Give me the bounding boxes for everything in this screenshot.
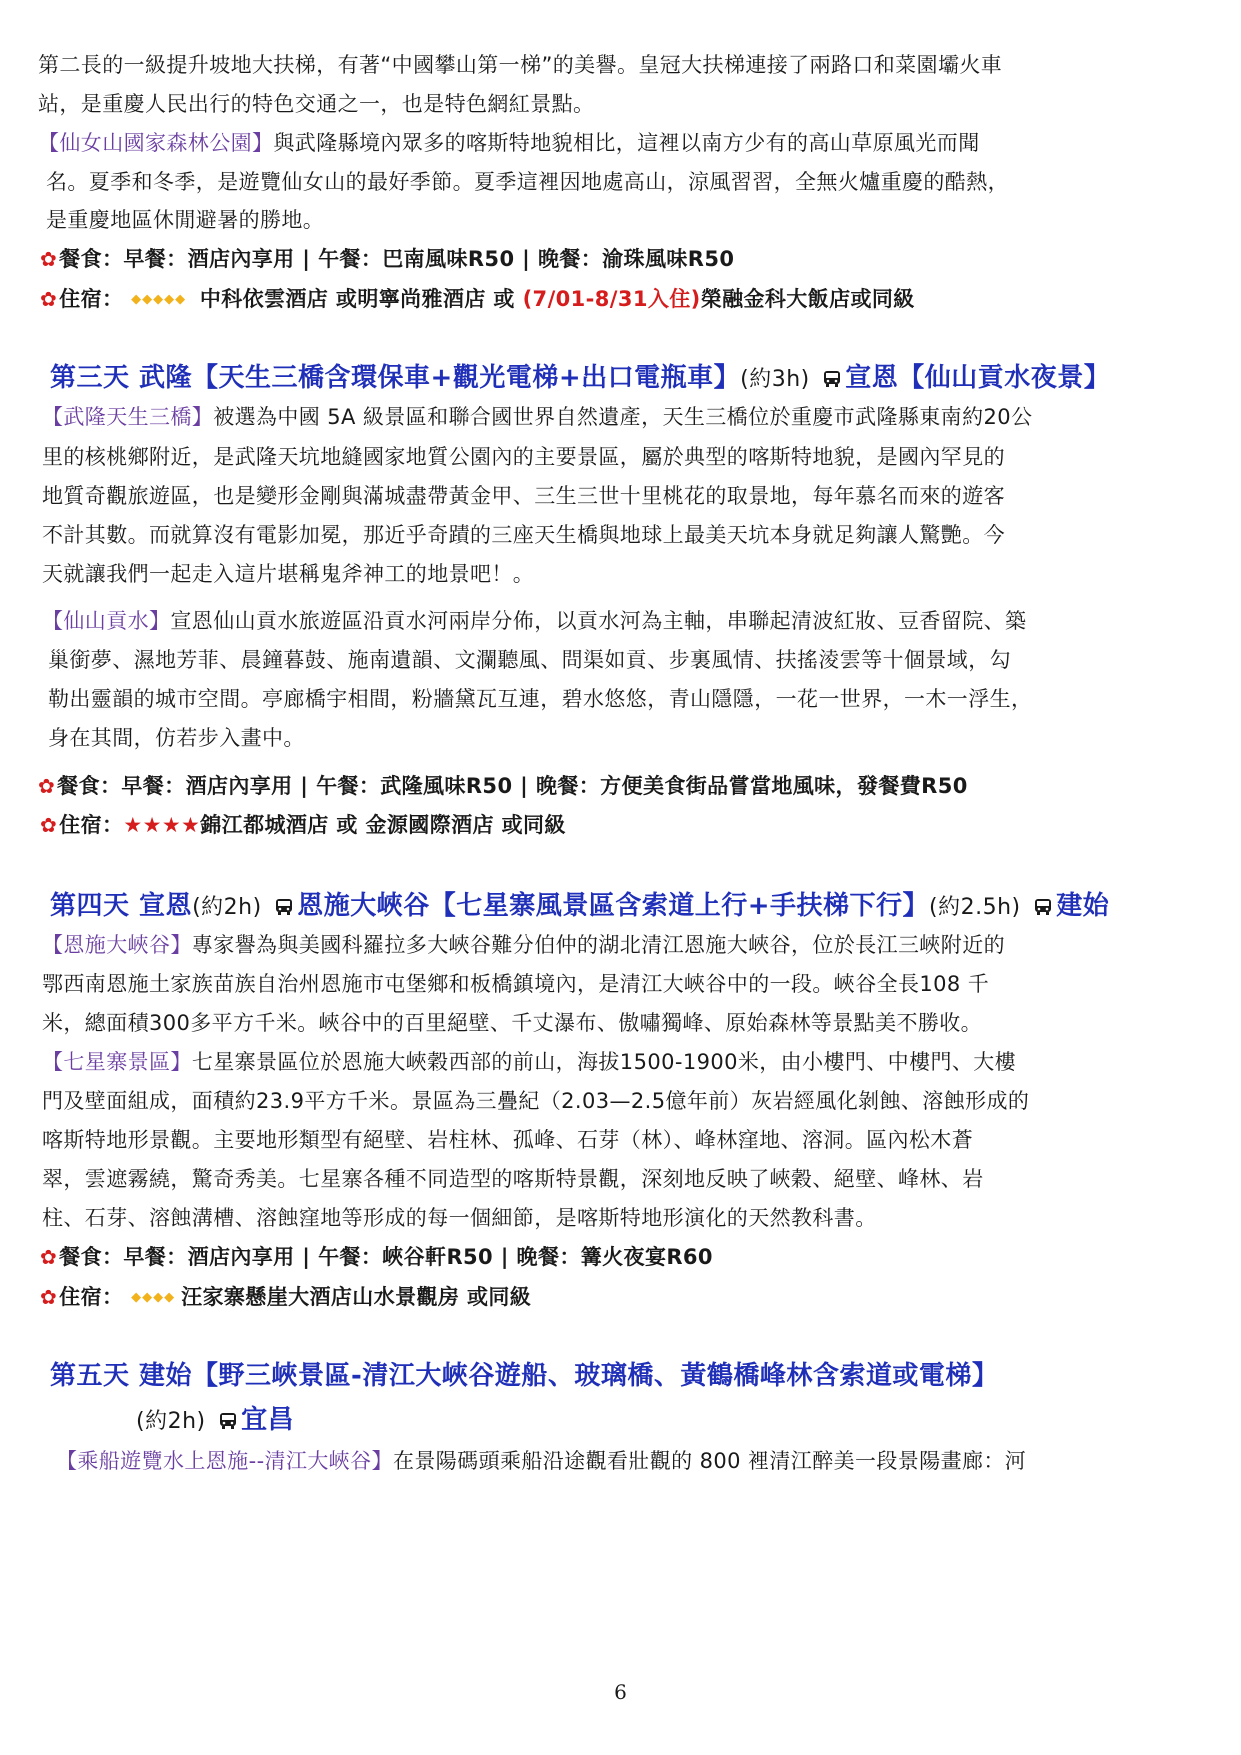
paragraph-line: 米，總面積300多平方千米。峽谷中的百里絕壁、千丈瀑布、傲嘯獨峰、原始森林等景點美不勝收。 — [42, 1011, 983, 1035]
paragraph-line: 柱、石芽、溶蝕溝槽、溶蝕窪地等形成的每一個細節，是喀斯特地形演化的天然教科書。 — [42, 1206, 877, 1230]
hotel-line-day3: ✿住宿：★★★★錦江都城酒店 或 金源國際酒店 或同級 — [40, 813, 566, 837]
paragraph-line: 巢銜夢、濕地芳菲、晨鐘暮鼓、施南遺韻、文瀾聽風、問渠如貢、步裏風情、扶搖淩雲等十個景域，勾 — [48, 648, 1011, 672]
paragraph-line: 【七星寨景區】七星寨景區位於恩施大峽穀西部的前山，海拔1500-1900米，由小樓門、中樓門、大樓 — [42, 1050, 1017, 1074]
section-title-xiannushan: 【仙女山國家森林公園】 — [38, 131, 274, 155]
section-title-enshi: 【恩施大峽谷】 — [42, 933, 192, 957]
flower-icon: ✿ — [40, 247, 58, 271]
hotel-line-day4: ✿住宿： ◆◆◆◆ 汪家寨懸崖大酒店山水景觀房 或同級 — [40, 1285, 532, 1309]
flower-icon: ✿ — [40, 813, 58, 837]
day3-heading: 第三天 武隆【天生三橋含環保車+觀光電梯+出口電瓶車】(約3h) 宣恩【仙山貢水夜景】 — [50, 363, 1111, 393]
flower-icon: ✿ — [38, 774, 56, 798]
bus-icon — [274, 897, 294, 917]
day4-heading: 第四天 宣恩(約2h) 恩施大峽谷【七星寨風景區含索道上行+手扶梯下行】(約2.5h) 建始 — [50, 891, 1110, 921]
paragraph-line: 【恩施大峽谷】專家譽為與美國科羅拉多大峽谷難分伯仲的湖北清江恩施大峽谷，位於長江三峽附近的 — [42, 933, 1006, 957]
day5-heading: 第五天 建始【野三峽景區-清江大峽谷遊船、玻璃橋、黃鶴橋峰林含索道或電梯】 — [50, 1361, 999, 1391]
paragraph-line: 身在其間，仿若步入畫中。 — [48, 726, 305, 750]
paragraph-line: 翠，雲遮霧繞，驚奇秀美。七星寨各種不同造型的喀斯特景觀，深刻地反映了峽穀、絕壁、峰林、岩 — [42, 1167, 984, 1191]
paragraph-line: 名。夏季和冬季，是遊覽仙女山的最好季節。夏季這裡因地處高山，涼風習習，全無火爐重慶的酷熱， — [46, 170, 1009, 194]
day5-heading-cont: (約2h) 宜昌 — [136, 1405, 295, 1435]
flower-icon: ✿ — [40, 1285, 58, 1309]
date-highlight: (7/01-8/31入住) — [522, 287, 701, 311]
paragraph-line: 【仙山貢水】宣恩仙山貢水旅遊區沿貢水河兩岸分佈，以貢水河為主軸，串聯起清波紅妝、豆香留院、築 — [42, 609, 1027, 633]
bus-icon — [1033, 897, 1053, 917]
paragraph-line: 【武隆天生三橋】被選為中國 5A 級景區和聯合國世界自然遺產，天生三橋位於重慶市武隆縣東南約20公 — [42, 405, 1033, 429]
hotel-line-day2: ✿住宿： ◆◆◆◆◆ 中科依雲酒店 或明寧尚雅酒店 或 (7/01-8/31入住)榮融金科大飯店或同級 — [40, 287, 915, 311]
paragraph-line: 鄂西南恩施土家族苗族自治州恩施市屯堡鄉和板橋鎮境內，是清江大峽谷中的一段。峽谷全長108 千 — [42, 972, 990, 996]
paragraph-line: 天就讓我們一起走入這片堪稱鬼斧神工的地景吧！。 — [42, 562, 535, 586]
meals-line-day4: ✿餐食：早餐：酒店內享用 | 午餐：峽谷軒R50 | 晚餐：篝火夜宴R60 — [40, 1245, 713, 1269]
paragraph-line: 是重慶地區休閒避暑的勝地。 — [46, 208, 325, 232]
diamond-rating-icon: ◆◆◆◆ — [131, 1290, 176, 1305]
page-number: 6 — [614, 1680, 627, 1704]
meals-line-day3: ✿餐食：早餐：酒店內享用 | 午餐：武隆風味R50 | 晚餐：方便美食街品嘗當地風味，發餐費R50 — [38, 774, 968, 798]
paragraph-line: 地質奇觀旅遊區，也是變形金剛與滿城盡帶黃金甲、三生三世十里桃花的取景地，每年慕名而來的遊客 — [42, 484, 1005, 508]
paragraph-line: 第二長的一級提升坡地大扶梯，有著“中國攀山第一梯”的美譽。皇冠大扶梯連接了兩路口和菜園壩火車 — [38, 53, 1003, 77]
paragraph-line: 勒出靈韻的城市空間。亭廊橋宇相間，粉牆黛瓦互連，碧水悠悠，青山隱隱，一花一世界，一木一浮生， — [48, 687, 1033, 711]
flower-icon: ✿ — [40, 287, 58, 311]
bus-icon — [218, 1411, 238, 1431]
paragraph-line: 門及壁面組成，面積約23.9平方千米。景區為三疊紀（2.03—2.5億年前）灰岩經風化剝蝕、溶蝕形成的 — [42, 1089, 1030, 1113]
section-title-boat: 【乘船遊覽水上恩施--清江大峽谷】 — [56, 1449, 393, 1473]
star-rating-icon: ★★★★ — [123, 813, 201, 837]
meals-line-day2: ✿餐食：早餐：酒店內享用 | 午餐：巴南風味R50 | 晚餐：渝珠風味R50 — [40, 247, 735, 271]
section-title-xianshan: 【仙山貢水】 — [42, 609, 171, 633]
bus-icon — [822, 369, 842, 389]
paragraph-line: 【仙女山國家森林公園】與武隆縣境內眾多的喀斯特地貌相比，這裡以南方少有的高山草原風光而聞 — [38, 131, 980, 155]
paragraph-line: 喀斯特地形景觀。主要地形類型有絕壁、岩柱林、孤峰、石芽（林）、峰林窪地、溶洞。區內松木蒼 — [42, 1128, 974, 1152]
section-title-sanqiao: 【武隆天生三橋】 — [42, 405, 214, 429]
paragraph-line: 不計其數。而就算沒有電影加冕，那近乎奇蹟的三座天生橋與地球上最美天坑本身就足夠讓人驚艷。今 — [42, 523, 1005, 547]
section-title-qixingzhai: 【七星寨景區】 — [42, 1050, 192, 1074]
paragraph-line: 里的核桃鄉附近，是武隆天坑地縫國家地質公園內的主要景區，屬於典型的喀斯特地貌，是國內罕見的 — [42, 445, 1005, 469]
flower-icon: ✿ — [40, 1245, 58, 1269]
paragraph-line: 【乘船遊覽水上恩施--清江大峽谷】在景陽碼頭乘船沿途觀看壯觀的 800 裡清江醉美一段景陽畫廊：河 — [56, 1449, 1027, 1473]
paragraph-line: 站，是重慶人民出行的特色交通之一，也是特色網紅景點。 — [38, 92, 595, 116]
diamond-rating-icon: ◆◆◆◆◆ — [131, 292, 187, 307]
